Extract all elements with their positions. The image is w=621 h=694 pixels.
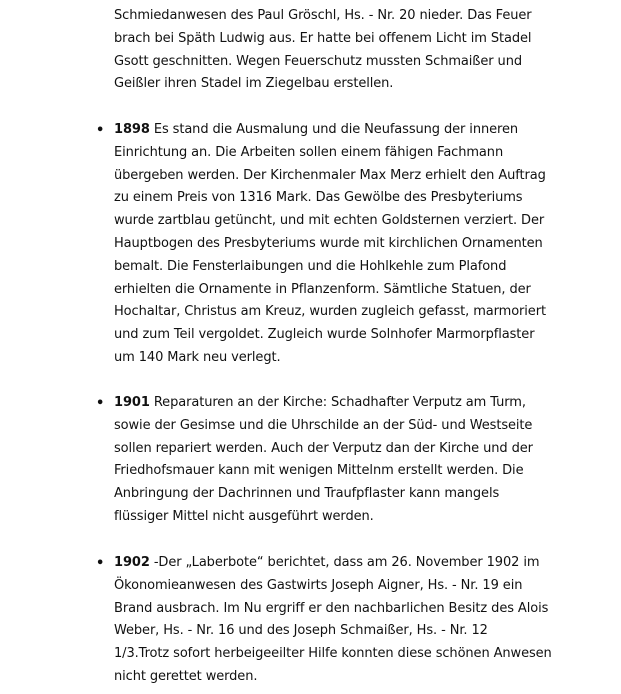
text-line: und zum Teil vergoldet. Zugleich wurde Solnhofer Marmorpflaster <box>114 327 535 343</box>
entry-first-line: -Der „Laberbote“ berichtet, dass am 26. November 1902 im <box>149 555 540 570</box>
text-line: um 140 Mark neu verlegt. <box>114 349 281 365</box>
text-line: Schmiedanwesen des Paul Gröschl, Hs. - Nr. 20 nieder. Das Feuer <box>114 8 532 23</box>
text-line: Hochaltar, Christus am Kreuz, wurden zugleich gefasst, marmoriert <box>114 304 546 320</box>
text-line: zu einem Preis von 1316 Mark. Das Gewölbe des Presbyteriums <box>114 190 523 206</box>
text-line: nicht gerettet werden. <box>114 668 258 684</box>
entry-1898 <box>114 119 564 370</box>
entry-year: 1898 <box>114 122 150 137</box>
bullet-marker: • <box>96 396 105 411</box>
entry-1901 <box>114 392 564 529</box>
entry-first-line: Es stand die Ausmalung und die Neufassung der inneren <box>149 122 518 137</box>
text-line <box>114 119 564 142</box>
entry-year: 1902 <box>114 555 150 570</box>
text-line: wurde zartblau getüncht, und mit echten Goldsternen verziert. Der <box>114 213 545 229</box>
text-line: Weber, Hs. - Nr. 16 und des Joseph Schmaißer, Hs. - Nr. 12 <box>114 623 488 639</box>
text-line: brach bei Späth Ludwig aus. Er hatte bei offenem Licht im Stadel <box>114 30 532 46</box>
text-line: Ökonomieanwesen des Gastwirts Joseph Aigner, Hs. - Nr. 19 ein <box>114 577 523 593</box>
text-line: erhielten die Ornamente in Pflanzenform. Sämtliche Statuen, der <box>114 281 531 297</box>
text-line: sowie der Gesimse und die Uhrschilde an der Süd- und Westseite <box>114 417 533 433</box>
bullet-marker: • <box>96 556 105 571</box>
text-line: flüssiger Mittel nicht ausgeführt werden. <box>114 508 374 524</box>
text-line: Hauptbogen des Presbyteriums wurde mit kirchlichen Ornamenten <box>114 235 543 251</box>
text-line: sollen repariert werden. Auch der Verputz dan der Kirche und der <box>114 440 533 456</box>
text-line: Anbringung der Dachrinnen und Traufpflaster kann mangels <box>114 486 500 502</box>
text-line: Brand ausbrach. Im Nu ergriff er den nachbarlichen Besitz des Alois <box>114 600 549 616</box>
text-line: Friedhofsmauer kann mit wenigen Mittelnm erstellt werden. Die <box>114 463 524 479</box>
text-line: Einrichtung an. Die Arbeiten sollen einem fähigen Fachmann <box>114 144 504 160</box>
text-line <box>114 552 564 575</box>
entry-year: 1901 <box>114 395 150 410</box>
text-line: Gsott geschnitten. Wegen Feuerschutz mussten Schmaißer und <box>114 53 522 69</box>
text-line <box>114 392 564 415</box>
intro-paragraph <box>114 5 564 96</box>
text-line: Geißler ihren Stadel im Ziegelbau erstellen. <box>114 76 394 92</box>
entry-1902 <box>114 552 564 689</box>
entry-first-line: Reparaturen an der Kirche: Schadhafter Verputz am Turm, <box>149 395 526 410</box>
text-line: 1/3.Trotz sofort herbeigeeilter Hilfe konnten diese schönen Anwesen <box>114 646 552 662</box>
text-line: übergeben werden. Der Kirchenmaler Max Merz erhielt den Auftrag <box>114 167 546 183</box>
bullet-marker: • <box>96 123 105 138</box>
text-line: bemalt. Die Fensterlaibungen und die Hohlkehle zum Plafond <box>114 258 507 274</box>
